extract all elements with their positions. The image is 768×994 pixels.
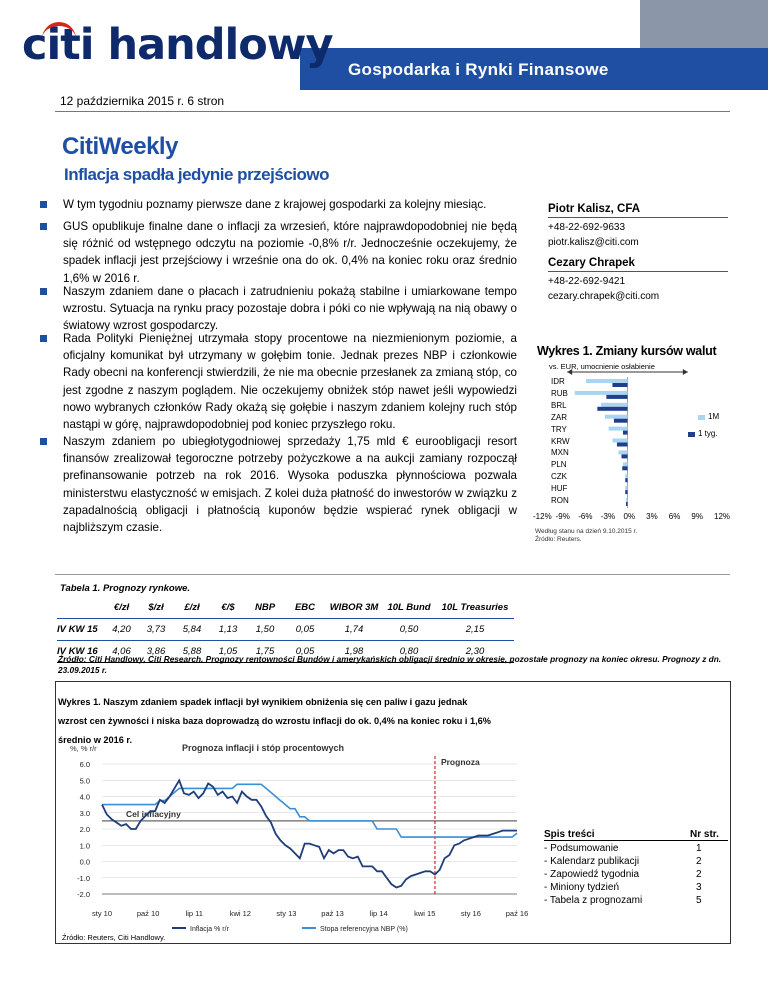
chart-x-tick: sty 13 — [276, 909, 297, 918]
table-header-cell: €/$ — [210, 597, 246, 619]
chart-y-tick: 4.0 — [79, 792, 90, 802]
fx-source: Źródło: Reuters. — [535, 536, 582, 543]
author-divider — [548, 271, 728, 272]
chart-x-tick: paź 13 — [321, 909, 344, 918]
table-cell: 1,75 — [246, 641, 284, 663]
header-gray-block — [640, 0, 768, 48]
fx-bar — [612, 383, 627, 387]
table-cell: 1,98 — [326, 641, 382, 663]
table-cell: 4,20 — [105, 619, 138, 641]
table-cell: 1,05 — [210, 641, 246, 663]
fx-bar — [621, 454, 627, 458]
fx-bar — [625, 490, 627, 494]
fx-footnote: Według stanu na dzień 9.10.2015 r. — [535, 528, 638, 535]
legend-label: Inflacja % r/r — [190, 926, 229, 933]
fx-bar — [622, 466, 627, 470]
bullet-text: Rada Polityki Pieniężnej utrzymała stopy procentowe na niezmienionym poziomie, a oficjalny komunikat był utrzymany w gołębim tonie. Jednak prezes NBP i członkowie Rady obecni na konferencji stwierdzili, że nie ma obecnie przesłanek za zmianą stóp, co jest zgodne z naszym poglądem. Nie oczekujemy obniżek stóp nawet jeśli wypowiedzi nowo wybranych członków Rady okażą się gołębie i naszym zdaniem kolejny ruch stóp nastąpi w górę, najprawdopodobniej pod koniec przyszłego roku. — [63, 332, 517, 432]
fx-category-label: RON — [551, 496, 569, 505]
fx-tick-label: -6% — [578, 512, 593, 521]
bullet-item — [42, 433, 517, 536]
chart-y-tick: 3.0 — [79, 808, 90, 818]
fx-category-label: KRW — [551, 436, 570, 446]
table-header-cell: £/zł — [174, 597, 210, 619]
bullet-item — [42, 218, 517, 287]
table-cell: 3,86 — [138, 641, 174, 663]
fx-bar — [601, 403, 627, 407]
table-cell: 0,05 — [284, 641, 326, 663]
legend-1m-label: 1M — [708, 412, 720, 421]
table-source: Źródło: Citi Handlowy, Citi Research. Prognozy rentowności Bundów i amerykańskich obligacji średnio w okresie, pozostałe prognozy na koniec okresu. Prognozy z dn. 23.09.2015 r. — [58, 654, 722, 675]
fx-tick-label: -9% — [555, 512, 570, 521]
toc-item[interactable]: - Tabela z prognozami — [544, 895, 643, 906]
fx-chart-subtitle: vs. EUR, umocnienie osłabienie — [549, 362, 655, 371]
chart-y-tick: 6.0 — [79, 760, 90, 769]
fx-bar — [626, 498, 628, 502]
legend-1y-swatch — [688, 432, 695, 437]
fx-category-label: TRY — [551, 424, 567, 434]
table-header-cell: 10L Bund — [382, 597, 436, 619]
chart-y-label: %, % r/r — [70, 744, 97, 753]
fx-bar — [623, 431, 628, 435]
table-cell: 2,15 — [436, 619, 514, 641]
bullet-text: Naszym zdaniem dane o płacach i zatrudnieniu pokażą stabilne i umiarkowane tempo wzrostu. Sytuacja na rynku pracy pozostaje dobra i póki co nie wpływają na nią obawy o światowy wzrost gospodarczy. — [63, 285, 517, 333]
table-cell: 1,13 — [210, 619, 246, 641]
page-title: CitiWeekly — [62, 133, 178, 160]
toc-divider — [544, 840, 728, 841]
toc-page-heading: Nr str. — [690, 829, 719, 840]
chart-title: Prognoza inflacji i stóp procentowych — [182, 743, 345, 753]
citi-handlowy-logo — [22, 20, 333, 70]
author-email[interactable]: cezary.chrapek@citi.com — [548, 291, 660, 302]
fx-bar — [606, 395, 627, 399]
chart-x-tick: kwi 12 — [229, 909, 251, 918]
table-header-cell: 10L Treasuries — [436, 597, 514, 619]
toc-page-number: 3 — [696, 882, 702, 893]
toc-page-number: 5 — [696, 895, 702, 906]
toc-page-number: 1 — [696, 843, 702, 854]
bullet-item — [42, 283, 517, 335]
fx-category-label: HUF — [551, 484, 568, 494]
bullet-text: Naszym zdaniem po ubiegłotygodniowej sprzedaży 1,75 mld € euroobligacji resort finansów zrealizował tegoroczne potrzeby pożyczkowe a na aukcji zamiany rozpoczął prefinansowanie potrzeb na rok 2016. Wysoka poduszka płynnościowa pozwala ministerstwu elastyczność w emisjach. Z kolei duża płatność do inwestorów w związku z zapadalnością obligacji i płatnością kuponów będzie wspierać rynek obligacji w najbliższym czasie. — [63, 435, 517, 535]
fx-category-label: ZAR — [551, 412, 567, 422]
author-divider — [548, 217, 728, 218]
table-cell: 0,50 — [382, 619, 436, 641]
toc-item[interactable]: - Kalendarz publikacji — [544, 856, 640, 867]
toc-item[interactable]: - Podsumowanie — [544, 843, 619, 854]
fx-category-label: BRL — [551, 400, 567, 410]
fx-category-label: IDR — [551, 377, 565, 386]
toc-page-number: 2 — [696, 869, 702, 880]
fx-bar — [609, 427, 628, 431]
table-cell: 5,88 — [174, 641, 210, 663]
chart-x-tick: kwi 15 — [414, 909, 436, 918]
fx-bar — [618, 450, 627, 454]
toc-item[interactable]: - Miniony tydzień — [544, 882, 620, 893]
bullet-square-icon — [40, 335, 47, 342]
fx-bar — [597, 407, 627, 411]
author-phone: +48-22-692-9421 — [548, 276, 626, 287]
chart-y-tick: 1.0 — [79, 841, 90, 851]
bullet-square-icon — [40, 288, 47, 295]
toc-item[interactable]: - Zapowiedź tygodnia — [544, 869, 640, 880]
fx-chart-title: Wykres 1. Zmiany kursów walut — [537, 344, 717, 358]
chart-source: Źródło: Reuters, Citi Handlowy. — [62, 933, 166, 942]
chart-y-tick: -1.0 — [77, 873, 90, 883]
fx-tick-label: 6% — [668, 512, 681, 521]
fx-tick-label: 0% — [623, 512, 636, 521]
fx-category-label: RUB — [551, 388, 568, 398]
publication-date: 12 października 2015 r. 6 stron — [60, 94, 225, 108]
inflation-target-label: Cel inflacyjny — [126, 808, 181, 819]
table-cell: 0,05 — [284, 619, 326, 641]
page-subtitle: Inflacja spadła jedynie przejściowo — [64, 165, 329, 184]
bullet-text: GUS opublikuje finalne dane o inflacji za wrzesień, które najprawdopodobniej nie będą się różnić od wstępnego odczytu na poziomie -0,8% r/r. Jednocześnie oczekujemy, że spadek inflacji jest przejściowy i wrześnie ona do ok. 0,4% na koniec roku oraz średnio 1,6% w 2016 r. — [63, 220, 517, 285]
fx-bar — [586, 379, 627, 383]
table-header-cell: NBP — [246, 597, 284, 619]
fx-bar — [575, 391, 628, 395]
author-name: Cezary Chrapek — [548, 257, 635, 269]
table-header-cell — [57, 597, 105, 619]
bullet-square-icon — [40, 201, 47, 208]
chart-y-tick: 2.0 — [79, 825, 90, 834]
fx-category-label: MXN — [551, 448, 569, 458]
table-row — [57, 619, 514, 641]
table-cell: 1,50 — [246, 619, 284, 641]
section-divider — [55, 574, 730, 575]
chart-x-tick: paź 10 — [136, 909, 160, 918]
bullet-square-icon — [40, 438, 47, 445]
bullet-square-icon — [40, 223, 47, 230]
bullet-item — [42, 330, 517, 433]
table-cell: 1,74 — [326, 619, 382, 641]
table-row-header: IV KW 16 — [57, 641, 105, 663]
banner-title: Gospodarka i Rynki Finansowe — [348, 60, 609, 79]
fx-bar — [625, 478, 627, 482]
table-header-cell: €/zł — [105, 597, 138, 619]
chart-y-tick: 5.0 — [79, 776, 90, 786]
chart-x-tick: sty 10 — [91, 909, 113, 918]
toc-heading: Spis treści — [544, 829, 595, 840]
table-cell: 2,30 — [436, 641, 514, 663]
fx-bar — [614, 419, 628, 423]
fx-tick-label: 12% — [714, 512, 731, 521]
table-header-cell: $/zł — [138, 597, 174, 619]
table-title: Tabela 1. Prognozy rynkowe. — [60, 583, 191, 594]
logo-text: citi handlowy — [22, 20, 333, 70]
author-phone: +48-22-692-9633 — [548, 222, 626, 233]
chart-y-tick: 0.0 — [79, 857, 90, 867]
table-row-header: IV KW 15 — [57, 619, 105, 641]
fx-bar — [623, 462, 628, 466]
bullet-item — [42, 196, 517, 213]
bullet-text: W tym tygodniu poznamy pierwsze dane z krajowej gospodarki za kolejny miesiąc. — [63, 198, 487, 211]
fx-bar — [625, 486, 627, 490]
fx-tick-label: -3% — [600, 512, 616, 521]
fx-bar — [617, 443, 628, 447]
fx-category-label: CZK — [551, 472, 567, 482]
author-name: Piotr Kalisz, CFA — [548, 203, 641, 215]
header-divider — [55, 111, 730, 112]
chart-x-tick: sty 16 — [460, 909, 481, 918]
legend-1y-label: 1 tyg. — [698, 429, 718, 438]
table-header-cell: EBC — [284, 597, 326, 619]
author-email[interactable]: piotr.kalisz@citi.com — [548, 237, 639, 248]
chart-caption: Wykres 1. Naszym zdaniem spadek inflacji był wynikiem obniżenia się cen paliw i gazu jednak wzrost cen żywności i niska baza doprowadzą do wzrostu inflacji do ok. 0,4% na koniec roku i 1,6% średnio w 2016 r. — [58, 697, 491, 745]
fx-category-label: PLN — [551, 460, 567, 470]
fx-bar — [605, 415, 628, 419]
chart-x-tick: paź 16 — [505, 909, 529, 918]
fx-bar — [625, 474, 627, 478]
fx-arrow-left-icon — [567, 369, 572, 375]
fx-tick-label: 9% — [691, 512, 703, 521]
fx-bar — [626, 502, 628, 506]
table-cell: 3,73 — [138, 619, 174, 641]
toc-page-number: 2 — [696, 856, 702, 867]
table-cell: 4,06 — [105, 641, 138, 663]
table-header-cell: WIBOR 3M — [326, 597, 382, 619]
legend-1m-swatch — [698, 415, 705, 420]
fx-arrow-right-icon — [683, 369, 688, 375]
chart-y-tick: -2.0 — [77, 890, 90, 899]
inflation-line-chart — [62, 737, 529, 937]
table-header-row — [57, 597, 514, 619]
fx-tick-label: -12% — [533, 512, 552, 521]
legend-label: Stopa referencyjna NBP (%) — [320, 926, 408, 933]
fx-bar — [612, 439, 627, 443]
table-cell: 0,80 — [382, 641, 436, 663]
table-cell: 5,84 — [174, 619, 210, 641]
chart-x-tick: lip 14 — [369, 909, 388, 918]
forecast-label: Prognoza — [440, 757, 480, 767]
chart-x-tick: lip 11 — [185, 909, 203, 918]
fx-tick-label: 3% — [646, 512, 658, 521]
